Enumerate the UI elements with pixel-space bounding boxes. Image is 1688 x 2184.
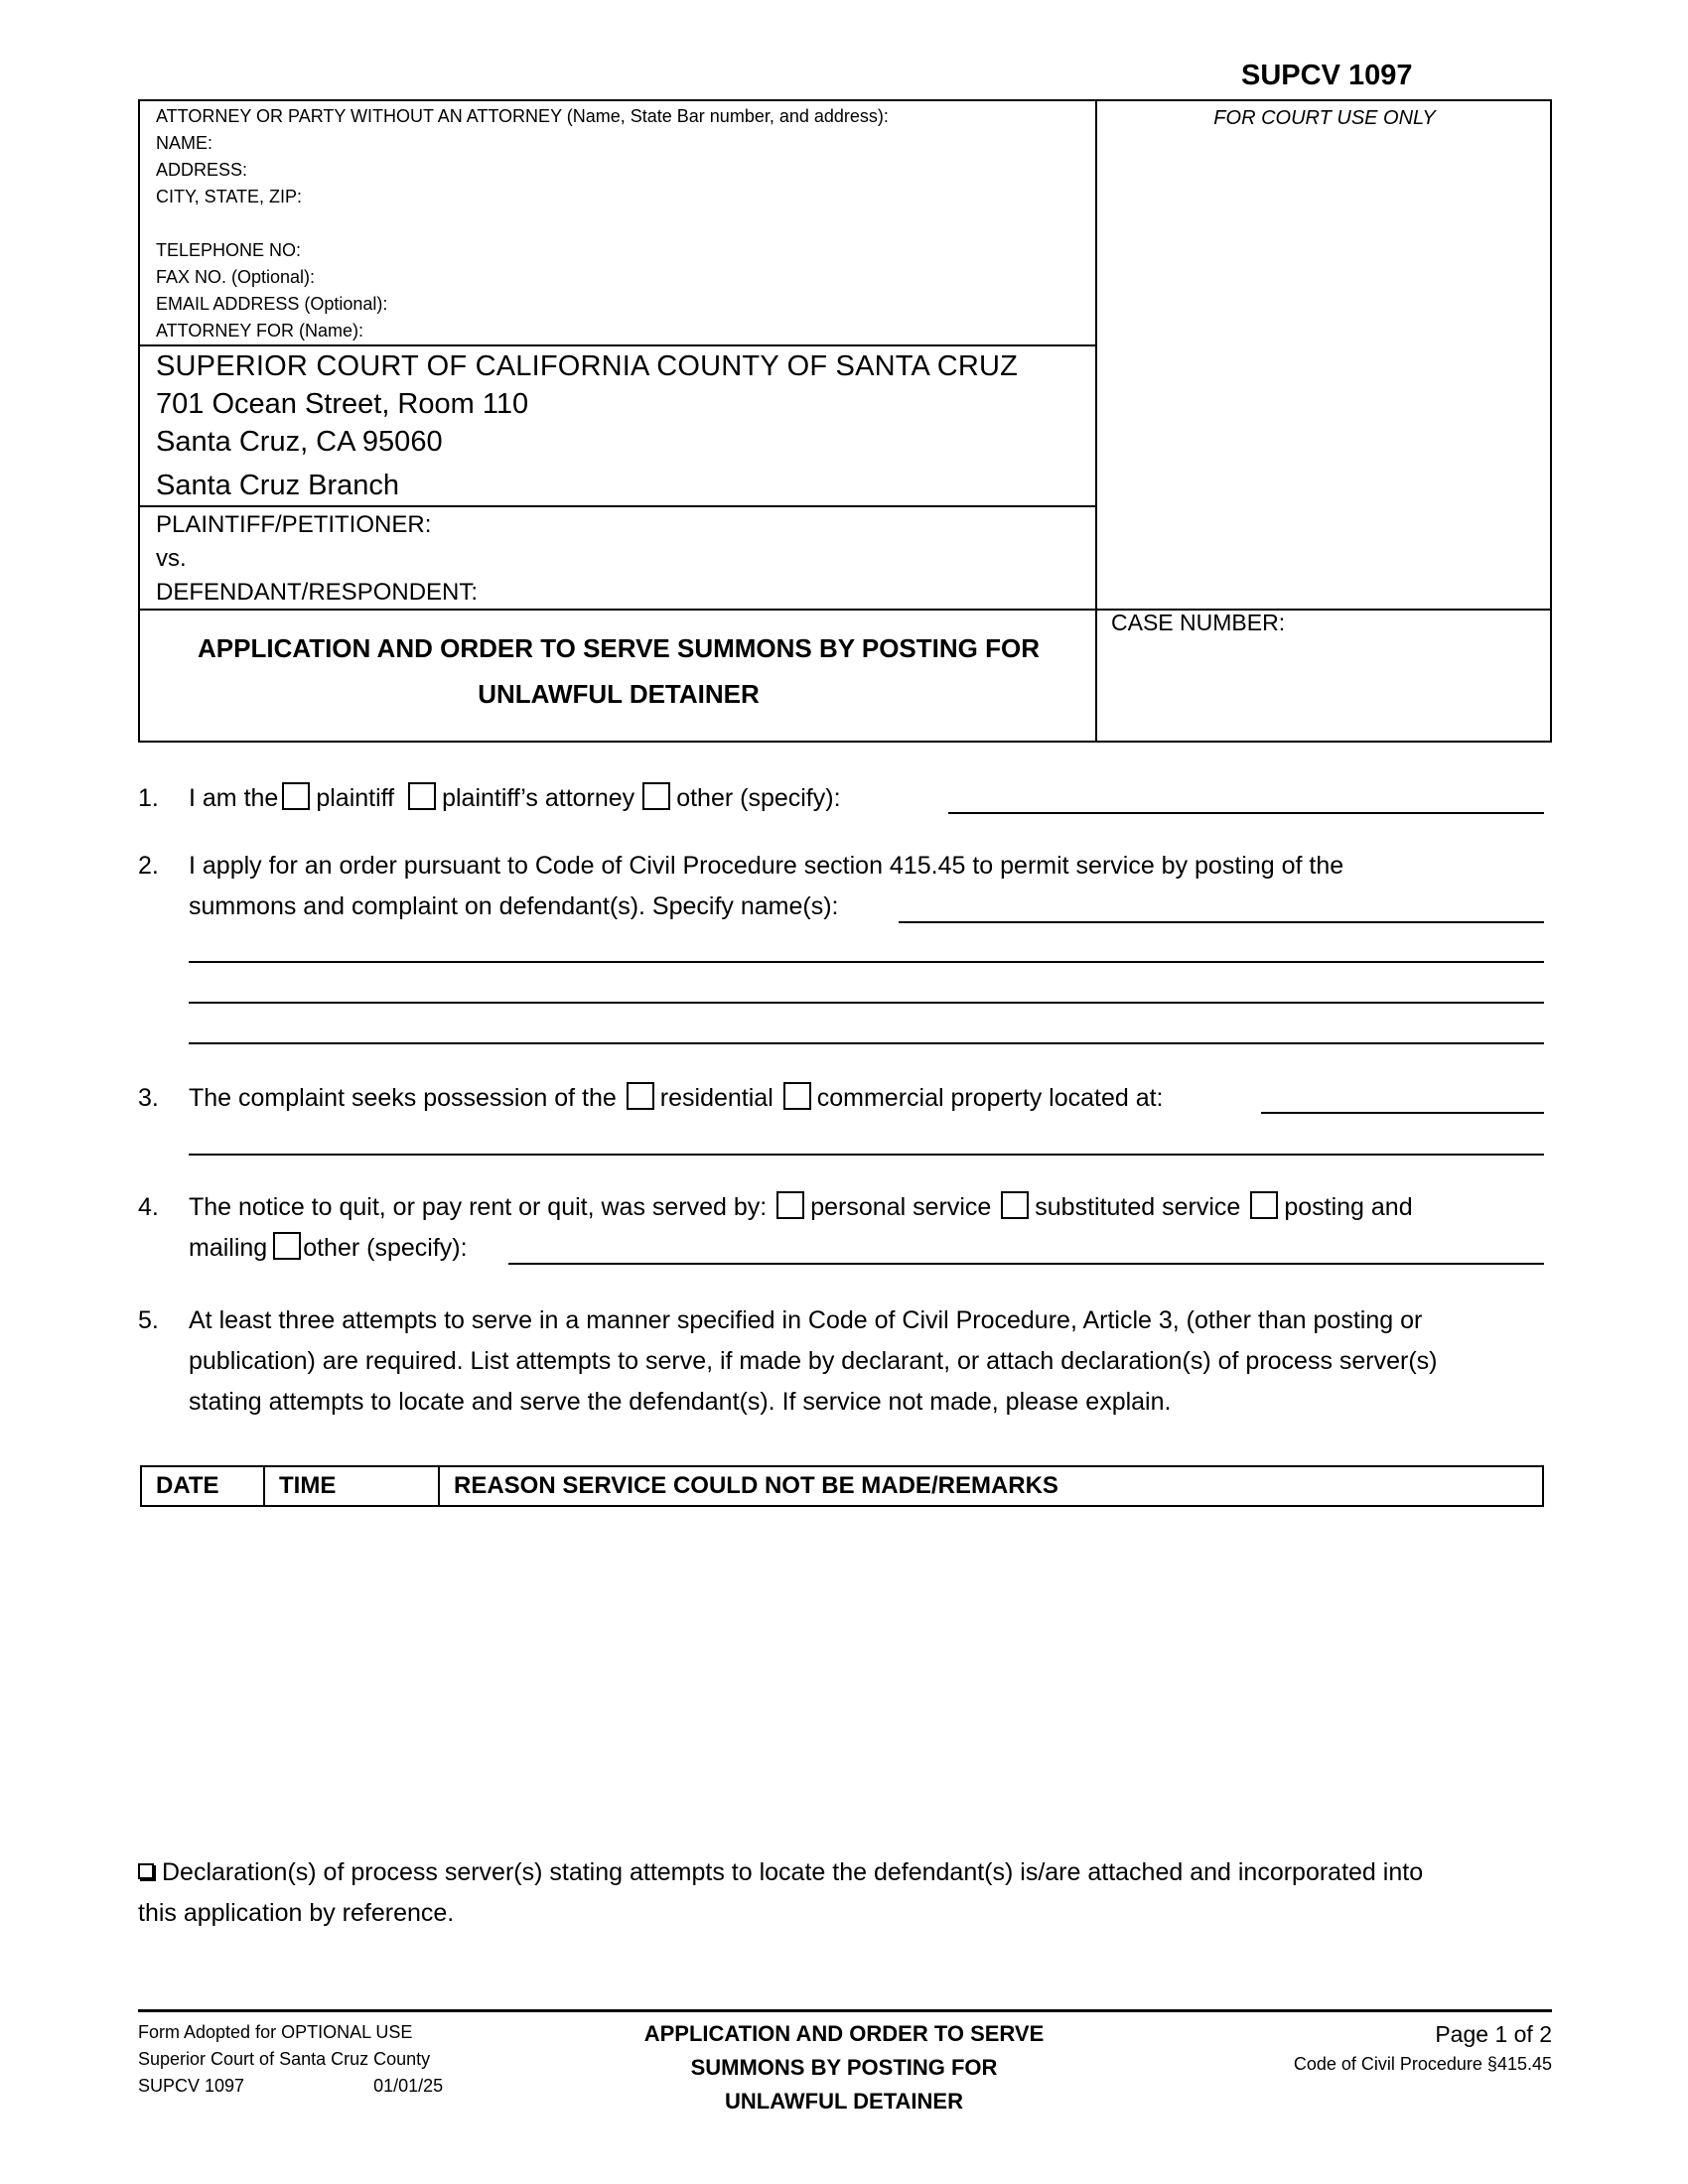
caption-frame — [138, 99, 1552, 743]
item-1-other-line[interactable] — [948, 812, 1544, 814]
item-2-line2: summons and complaint on defendant(s). Specify name(s): — [189, 892, 839, 920]
attorney-address-field[interactable]: ADDRESS: — [156, 160, 248, 180]
footer-left — [138, 2019, 443, 2100]
plaintiff-checkbox[interactable] — [282, 782, 310, 810]
form-title-line2: UNLAWFUL DETAINER — [478, 679, 760, 709]
item-4-other-line[interactable] — [508, 1263, 1544, 1265]
item-5-line3: stating attempts to locate and serve the defendant(s). If service not made, please explain. — [189, 1388, 1172, 1416]
court-city: Santa Cruz, CA 95060 — [156, 426, 443, 458]
col-reason: REASON SERVICE COULD NOT BE MADE/REMARKS — [439, 1466, 1543, 1506]
plaintiff-field[interactable]: PLAINTIFF/PETITIONER: — [156, 511, 432, 538]
attorney-fax-field[interactable]: FAX NO. (Optional): — [156, 267, 316, 287]
residential-checkbox[interactable] — [627, 1082, 654, 1110]
vs-label: vs. — [156, 545, 187, 572]
parties-block — [156, 508, 478, 610]
attorney-heading: ATTORNEY OR PARTY WITHOUT AN ATTORNEY (Name, State Bar number, and address): — [156, 106, 889, 126]
other-service-checkbox[interactable] — [273, 1232, 301, 1260]
attorney-block — [156, 103, 889, 344]
mailing-label: mailing — [189, 1234, 268, 1262]
attorney-city-field[interactable]: CITY, STATE, ZIP: — [156, 187, 303, 206]
plaintiffs-attorney-checkbox[interactable] — [408, 782, 436, 810]
posting-and-label: posting and — [1284, 1193, 1413, 1221]
item-3-text — [189, 1078, 1164, 1119]
personal-service-checkbox[interactable] — [776, 1191, 804, 1219]
footer-title-line2: SUMMONS BY POSTING FOR — [690, 2055, 998, 2080]
attorney-name-field[interactable]: NAME: — [156, 133, 213, 153]
item-5-number: 5. — [138, 1306, 159, 1334]
attorney-email-field[interactable]: EMAIL ADDRESS (Optional): — [156, 294, 388, 314]
item-2-number: 2. — [138, 852, 159, 880]
court-name: SUPERIOR COURT OF CALIFORNIA COUNTY OF SANTA CRUZ — [156, 350, 1019, 382]
footer-form-date: 01/01/25 — [373, 2076, 444, 2096]
item-1-number: 1. — [138, 784, 159, 812]
footer-adopted: Form Adopted for OPTIONAL USE — [138, 2022, 413, 2042]
item-3-number: 3. — [138, 1084, 159, 1112]
attempts-header-row — [141, 1466, 1543, 1506]
item-4-prefix: The notice to quit, or pay rent or quit, was served by: — [189, 1193, 768, 1221]
form-title-line1: APPLICATION AND ORDER TO SERVE SUMMONS BY POSTING FOR — [198, 633, 1040, 663]
other-checkbox[interactable] — [642, 782, 670, 810]
item-3-address-line[interactable] — [1261, 1112, 1544, 1114]
item-2-extra-line[interactable] — [189, 961, 1544, 963]
other-service-label: other (specify): — [303, 1234, 468, 1262]
attorney-for-field[interactable]: ATTORNEY FOR (Name): — [156, 321, 364, 341]
court-branch: Santa Cruz Branch — [156, 470, 400, 501]
personal-service-label: personal service — [810, 1193, 992, 1221]
divider-court — [140, 505, 1095, 507]
defendant-field[interactable]: DEFENDANT/RESPONDENT: — [156, 579, 479, 606]
item-2-name-line[interactable] — [899, 921, 1544, 923]
declaration-line1: Declaration(s) of process server(s) stating attempts to locate the defendant(s) is/are attached and incorporated into — [162, 1858, 1424, 1886]
item-2-line1: I apply for an order pursuant to Code of Civil Procedure section 415.45 to permit service by posting of the — [189, 852, 1344, 880]
footer-title — [606, 2017, 1082, 2118]
item-5-line2: publication) are required. List attempts to serve, if made by declarant, or attach declaration(s) of process server(s) — [189, 1347, 1438, 1375]
item-1-prefix: I am the — [189, 784, 279, 812]
item-5-line1: At least three attempts to serve in a manner specified in Code of Civil Procedure, Article 3, (other than posting or — [189, 1306, 1423, 1334]
court-block — [156, 347, 1018, 504]
form-title — [142, 625, 1095, 717]
footer-form-id: SUPCV 1097 — [138, 2076, 245, 2096]
divider-attorney — [140, 344, 1095, 346]
other-label: other (specify): — [676, 784, 841, 812]
commercial-label: commercial property located at: — [816, 1084, 1164, 1112]
item-1-text — [189, 778, 841, 819]
footer-form-line — [138, 2073, 443, 2100]
attorney-telephone-field[interactable]: TELEPHONE NO: — [156, 240, 302, 260]
case-number-field[interactable]: CASE NUMBER: — [1111, 610, 1286, 635]
footer-title-line3: UNLAWFUL DETAINER — [725, 2089, 963, 2114]
frame-divider — [1095, 101, 1097, 741]
footer-title-line1: APPLICATION AND ORDER TO SERVE — [643, 2021, 1045, 2046]
footer-rule — [138, 2009, 1552, 2012]
item-4-number: 4. — [138, 1193, 159, 1221]
plaintiffs-attorney-label: plaintiff’s attorney — [442, 784, 635, 812]
plaintiff-label: plaintiff — [316, 784, 395, 812]
residential-label: residential — [659, 1084, 774, 1112]
item-3-address-line-2[interactable] — [189, 1154, 1544, 1156]
court-use-label: FOR COURT USE ONLY — [1213, 107, 1436, 129]
footer-right — [1182, 2017, 1552, 2078]
declaration-line2: this application by reference. — [138, 1899, 455, 1927]
form-id: SUPCV 1097 — [1241, 60, 1413, 91]
item-2-extra-line[interactable] — [189, 1042, 1544, 1044]
footer-code: Code of Civil Procedure §415.45 — [1293, 2054, 1552, 2074]
attempts-table — [140, 1465, 1544, 1507]
commercial-checkbox[interactable] — [783, 1082, 811, 1110]
declaration-checkbox[interactable] — [138, 1863, 154, 1879]
substituted-service-checkbox[interactable] — [1001, 1191, 1029, 1219]
substituted-service-label: substituted service — [1035, 1193, 1241, 1221]
declaration-attached — [138, 1852, 1558, 1934]
posting-mailing-checkbox[interactable] — [1250, 1191, 1278, 1219]
col-date: DATE — [141, 1466, 264, 1506]
footer-court: Superior Court of Santa Cruz County — [138, 2049, 431, 2069]
item-2-extra-line[interactable] — [189, 1002, 1544, 1004]
court-street: 701 Ocean Street, Room 110 — [156, 388, 529, 420]
col-time: TIME — [264, 1466, 439, 1506]
item-3-prefix: The complaint seeks possession of the — [189, 1084, 617, 1112]
item-4-line1 — [189, 1187, 1413, 1228]
page-number: Page 1 of 2 — [1435, 2021, 1552, 2047]
item-4-line2 — [189, 1228, 468, 1269]
